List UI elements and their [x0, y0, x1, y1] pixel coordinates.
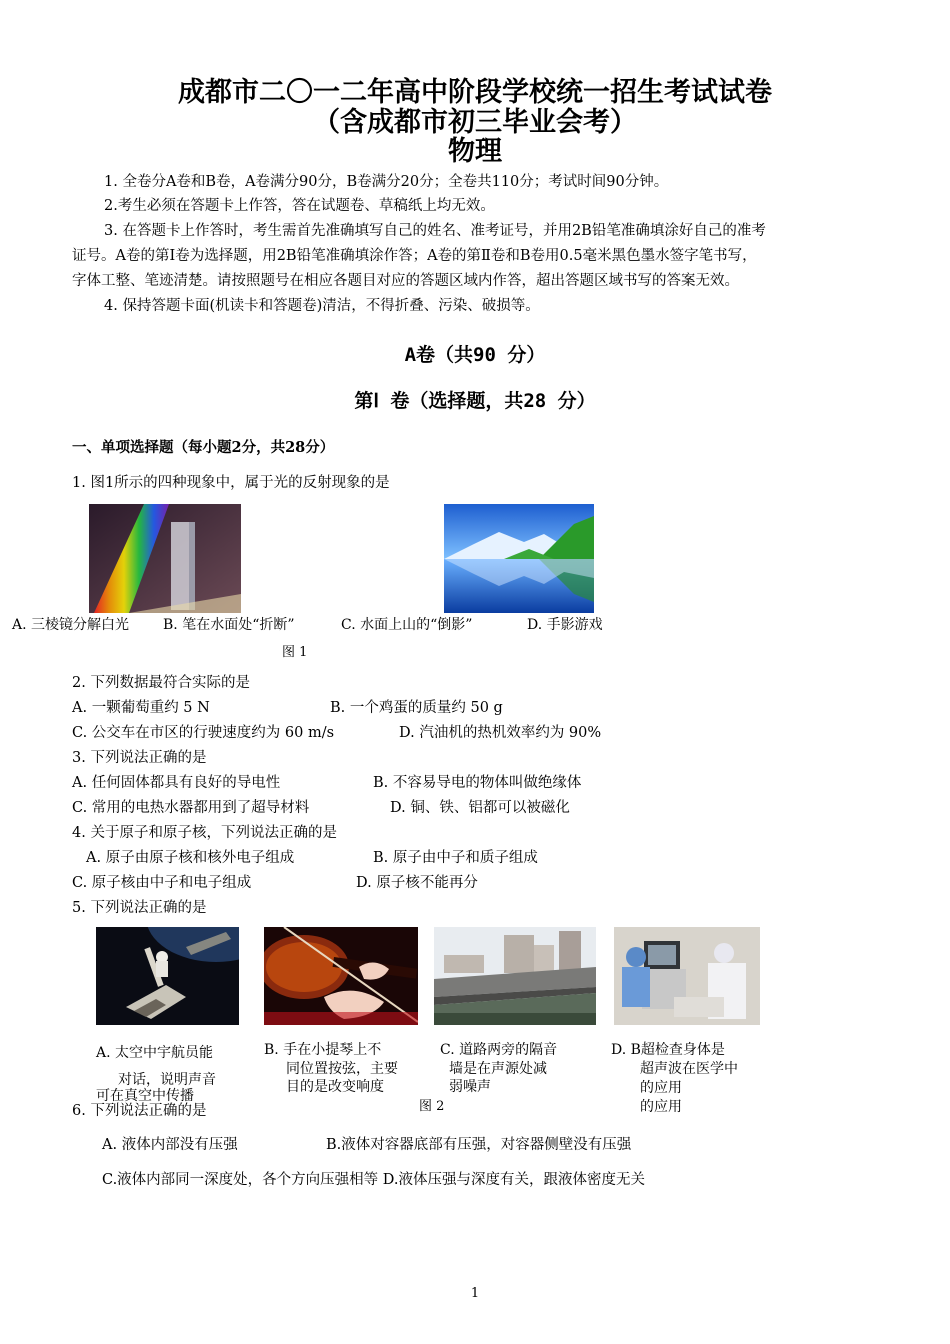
q1-stem: 1. 图1所示的四种现象中，属于光的反射现象的是: [72, 475, 390, 491]
q3-option-a: A. 任何固体都具有良好的导电性: [72, 775, 281, 791]
q6-option-a: A. 液体内部没有压强: [102, 1137, 238, 1153]
q4-option-b: B. 原子由中子和质子组成: [373, 850, 538, 866]
q6-option-b: B.液体对容器底部有压强，对容器侧壁没有压强: [326, 1137, 632, 1153]
figure-2-label: 图 2: [419, 1099, 445, 1114]
q1-caption-b: B. 笔在水面处“折断”: [163, 617, 295, 633]
q3-option-d: D. 铜、铁、铝都可以被磁化: [390, 800, 570, 816]
q6-options-c-d: C.液体内部同一深度处，各个方向压强相等 D.液体压强与深度有关，跟液体密度无关: [102, 1172, 646, 1188]
q5-caption-c-line1: C. 道路两旁的隔音: [440, 1042, 558, 1058]
exam-title: 成都市二〇一二年高中阶段学校统一招生考试试卷: [178, 77, 772, 108]
q5-caption-b-line1: B. 手在小提琴上不: [264, 1042, 382, 1058]
section-heading-single-choice: 一、单项选择题（每小题2分，共28分）: [72, 439, 335, 456]
section-part1: 第Ⅰ 卷（选择题，共28 分）: [354, 390, 596, 412]
violin-image: [264, 927, 418, 1025]
page-number: 1: [470, 1286, 480, 1301]
instruction-1: 1. 全卷分A卷和B卷，A卷满分90分，B卷满分20分；全卷共110分；考试时间90分钟。: [104, 174, 669, 190]
q3-option-c: C. 常用的电热水器都用到了超导材料: [72, 800, 310, 816]
prism-dispersion-image: [89, 504, 241, 613]
exam-subtitle: （含成都市初三毕业会考）: [313, 107, 637, 138]
q5-caption-b-line2: 同位置按弦，主要: [286, 1061, 398, 1077]
q5-caption-a-line3: 可在真空中传播: [96, 1088, 194, 1104]
q2-option-b: B. 一个鸡蛋的质量约 50 g: [330, 700, 503, 716]
q5-caption-a-line1: A. 太空中宇航员能: [96, 1045, 214, 1061]
q3-option-b: B. 不容易导电的物体叫做绝缘体: [373, 775, 582, 791]
instruction-3: 3. 在答题卡上作答时，考生需首先准确填写自己的姓名、准考证号，并用2B铅笔准确填涂好自己的准考: [104, 223, 766, 239]
instruction-3-cont1: 证号。A卷的第Ⅰ卷为选择题，用2B铅笔准确填涂作答；A卷的第Ⅱ卷和B卷用0.5毫米黑色墨水签字笔书写，: [72, 248, 757, 264]
q5-caption-c-line2: 墙是在声源处减: [449, 1061, 547, 1077]
q5-stem: 5. 下列说法正确的是: [72, 900, 207, 916]
ultrasound-exam-image: [614, 927, 760, 1025]
figure-1-label: 图 1: [282, 645, 308, 660]
q2-option-d: D. 汽油机的热机效率约为 90%: [399, 725, 602, 741]
q2-option-c: C. 公交车在市区的行驶速度约为 60 m/s: [72, 725, 335, 741]
q4-option-d: D. 原子核不能再分: [356, 875, 478, 891]
q5-caption-d-line2: 超声波在医学中: [640, 1061, 738, 1077]
subject-title: 物理: [448, 136, 502, 167]
section-a-volume: A卷（共90 分）: [404, 344, 546, 366]
q4-stem: 4. 关于原子和原子核，下列说法正确的是: [72, 825, 337, 841]
q2-option-a: A. 一颗葡萄重约 5 N: [72, 700, 210, 716]
instruction-4: 4. 保持答题卡面(机读卡和答题卷)清洁，不得折叠、污染、破损等。: [104, 298, 540, 314]
mountain-reflection-image: [444, 504, 594, 613]
q4-option-c: C. 原子核由中子和电子组成: [72, 875, 252, 891]
q5-caption-d-line1: D. B超检查身体是: [611, 1042, 725, 1058]
instruction-2: 2.考生必须在答题卡上作答，答在试题卷、草稿纸上均无效。: [104, 198, 495, 214]
q1-caption-c: C. 水面上山的“倒影”: [341, 617, 473, 633]
astronaut-space-image: [96, 927, 239, 1025]
q5-caption-d-line3: 的应用: [640, 1080, 682, 1096]
instruction-3-cont2: 字体工整、笔迹清楚。请按照题号在相应各题目对应的答题区域内作答，超出答题区域书写的答案无效。: [72, 273, 739, 289]
q5-caption-a-line2: 对话，说明声音: [118, 1072, 216, 1088]
sound-barrier-road-image: [434, 927, 596, 1025]
q2-stem: 2. 下列数据最符合实际的是: [72, 675, 250, 691]
q1-caption-d: D. 手影游戏: [527, 617, 603, 633]
q4-option-a: A. 原子由原子核和核外电子组成: [86, 850, 295, 866]
q6-stem: 6. 下列说法正确的是: [72, 1103, 207, 1119]
q5-caption-b-line3: 目的是改变响度: [286, 1079, 384, 1095]
q1-caption-a: A. 三棱镜分解白光: [12, 617, 130, 633]
q3-stem: 3. 下列说法正确的是: [72, 750, 207, 766]
q5-caption-d-line4: 的应用: [640, 1099, 682, 1115]
q5-caption-c-line3: 弱噪声: [449, 1079, 491, 1095]
